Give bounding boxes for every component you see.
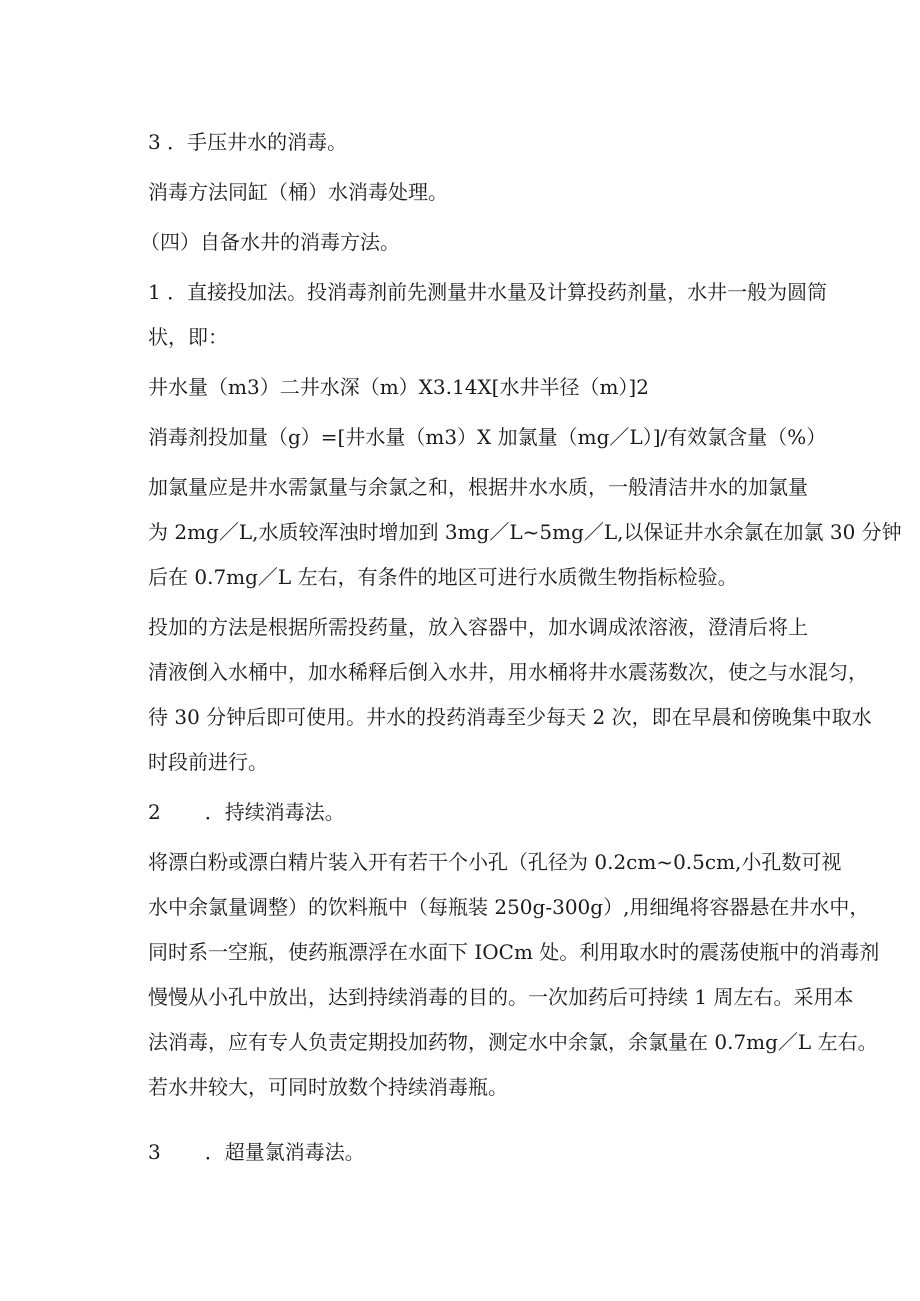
paragraph-direct-dosing-line1: 1 ．直接投加法。投消毒剂前先测量井水量及计算投药剂量，水井一般为圆筒 — [148, 280, 828, 304]
item-number: 2 — [148, 800, 161, 824]
paragraph-chlorine-line1: 加氯量应是井水需氯量与余氯之和，根据井水水质，一般清洁井水的加氯量 — [148, 475, 808, 499]
paragraph-direct-dosing-line2: 状，即： — [148, 325, 228, 349]
paragraph-chlorine-line3: 后在 0.7mg／L 左右，有条件的地区可进行水质微生物指标检验。 — [148, 565, 738, 589]
heading-superchlorination — [148, 1140, 838, 1164]
heading-section-four: （四）自备水井的消毒方法。 — [140, 230, 400, 254]
paragraph-method-line1: 投加的方法是根据所需投药量，放入容器中，加水调成浓溶液，澄清后将上 — [148, 615, 808, 639]
heading-continuous-disinfection — [148, 800, 838, 824]
paragraph-continuous-line2: 水中余氯量调整）的饮料瓶中（每瓶装 250g-300g）,用细绳将容器悬在井水中， — [148, 895, 870, 919]
item-title: ．超量氯消毒法。 — [204, 1140, 365, 1164]
paragraph-continuous-line3: 同时系一空瓶，使药瓶漂浮在水面下 IOCm 处。利用取水时的震荡使瓶中的消毒剂 — [148, 940, 880, 964]
paragraph-continuous-line5: 法消毒，应有专人负责定期投加药物，测定水中余氯，余氯量在 0.7mg／L 左右。 — [148, 1030, 878, 1054]
paragraph-disinfection-method: 消毒方法同缸（桶）水消毒处理。 — [148, 180, 448, 204]
formula-well-volume: 井水量（m3）二井水深（m）X3.14X[水井半径（m）]2 — [148, 375, 649, 399]
item-number: 3 — [148, 1140, 161, 1164]
paragraph-method-line3: 待 30 分钟后即可使用。井水的投药消毒至少每天 2 次，即在早晨和傍晚集中取水 — [148, 705, 872, 729]
paragraph-continuous-line4: 慢慢从小孔中放出，达到持续消毒的目的。一次加药后可持续 1 周左右。采用本 — [148, 985, 854, 1009]
paragraph-continuous-line1: 将漂白粉或漂白精片装入开有若干个小孔（孔径为 0.2cm~0.5cm,小孔数可视 — [148, 850, 842, 874]
paragraph-continuous-line6: 若水井较大，可同时放数个持续消毒瓶。 — [148, 1075, 508, 1099]
paragraph-method-line2: 清液倒入水桶中，加水稀释后倒入水井，用水桶将井水震荡数次，使之与水混匀， — [148, 660, 868, 684]
paragraph-chlorine-line2: 为 2mg／L,水质较浑浊时增加到 3mg／L~5mg／L,以保证井水余氯在加氯 30 分钟 — [148, 520, 902, 544]
heading-hand-pump-well: 3 ．手压井水的消毒。 — [148, 130, 348, 154]
paragraph-method-line4: 时段前进行。 — [148, 750, 268, 774]
formula-dosage: 消毒剂投加量（g）=[井水量（m3）X 加氯量（mg／L）]/有效氯含量（%） — [148, 425, 827, 449]
item-title: ．持续消毒法。 — [204, 800, 345, 824]
